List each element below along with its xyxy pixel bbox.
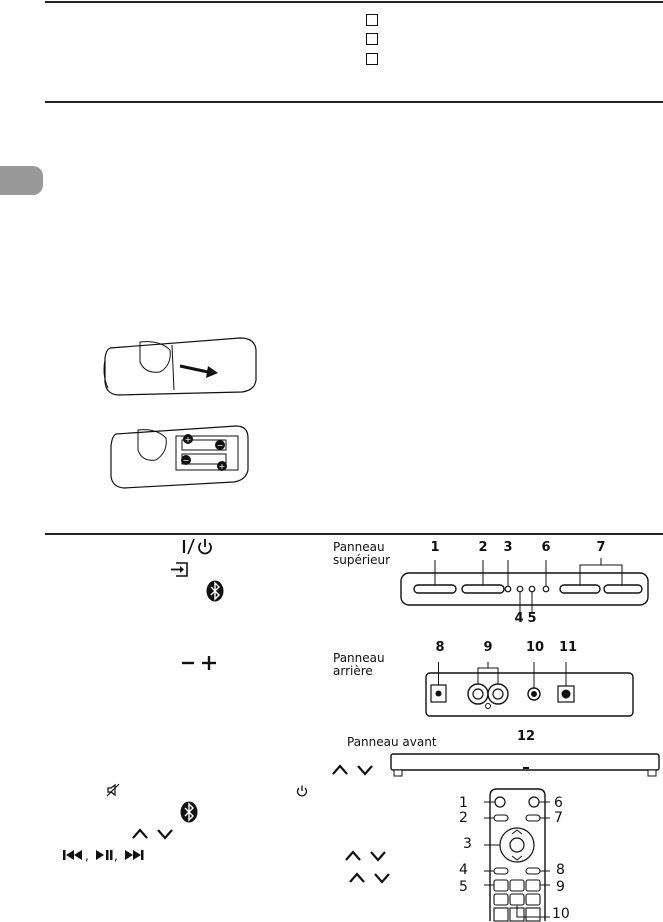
remote-battery-illustration bbox=[108, 420, 258, 495]
top-panel bbox=[400, 572, 650, 607]
remote-callout-left-5: 5 bbox=[459, 879, 468, 895]
volume-minus-plus-icon bbox=[180, 654, 220, 676]
top-callout-2: 2 bbox=[478, 540, 488, 555]
remote-callout-left-2: 2 bbox=[459, 810, 468, 826]
top-callout-5: 5 bbox=[527, 611, 537, 626]
top-callout-3: 3 bbox=[503, 540, 513, 555]
remote-callout-right-10: 10 bbox=[552, 906, 570, 922]
rear-callout-10: 10 bbox=[525, 640, 545, 655]
rear-callout-9: 9 bbox=[483, 640, 493, 655]
remote-callout-right-9: 9 bbox=[556, 879, 565, 895]
top-callout-4: 4 bbox=[514, 611, 524, 626]
input-source-icon bbox=[170, 561, 190, 583]
svg-text:−: − bbox=[216, 441, 224, 450]
top-divider bbox=[45, 1, 663, 3]
remote-control-diagram bbox=[488, 788, 548, 921]
svg-text:,: , bbox=[85, 849, 89, 863]
svg-text:+: + bbox=[184, 435, 192, 444]
chapter-tab bbox=[0, 166, 43, 195]
checkbox-3[interactable] bbox=[366, 53, 378, 65]
front-callout-12: 12 bbox=[516, 729, 536, 744]
bluetooth-icon-2 bbox=[180, 801, 198, 823]
chevron-up-down-icon-2 bbox=[130, 826, 180, 842]
rear-callout-11: 11 bbox=[558, 640, 578, 655]
remote-callout-right-7: 7 bbox=[554, 810, 563, 826]
bluetooth-icon bbox=[206, 580, 224, 606]
prev-playpause-next-icon bbox=[62, 848, 154, 862]
power-toggle-icon bbox=[180, 537, 230, 561]
top-callout-7: 7 bbox=[596, 540, 606, 555]
section-divider-1 bbox=[45, 101, 663, 103]
remote-callout-left-3: 3 bbox=[463, 836, 472, 852]
remote-callout-right-6: 6 bbox=[554, 795, 563, 811]
remote-callout-left-4: 4 bbox=[459, 862, 468, 878]
mute-icon bbox=[106, 783, 122, 797]
svg-text:−: − bbox=[182, 456, 190, 465]
top-callout-1: 1 bbox=[430, 540, 440, 555]
svg-text:+: + bbox=[218, 462, 226, 471]
standby-icon bbox=[296, 785, 308, 797]
svg-text:,: , bbox=[114, 849, 118, 863]
rear-panel bbox=[425, 672, 635, 718]
top-callout-6: 6 bbox=[541, 540, 551, 555]
remote-cover-slide-illustration bbox=[100, 330, 260, 400]
remote-callout-left-1: 1 bbox=[459, 795, 468, 811]
chevron-up-down-icon-4 bbox=[347, 870, 397, 886]
checkbox-1[interactable] bbox=[366, 14, 378, 26]
rear-callout-8: 8 bbox=[435, 640, 445, 655]
section-divider-2 bbox=[45, 533, 663, 535]
rear-panel-label: Panneau arrière bbox=[333, 651, 385, 678]
remote-callout-right-8: 8 bbox=[556, 862, 565, 878]
chevron-up-down-icon-3 bbox=[343, 848, 393, 864]
front-panel-label: Panneau avant bbox=[347, 735, 437, 749]
front-panel bbox=[390, 748, 662, 778]
checkbox-2[interactable] bbox=[366, 33, 378, 45]
top-panel-label: Panneau supérieur bbox=[333, 540, 391, 567]
chevron-up-down-icon bbox=[330, 762, 380, 778]
